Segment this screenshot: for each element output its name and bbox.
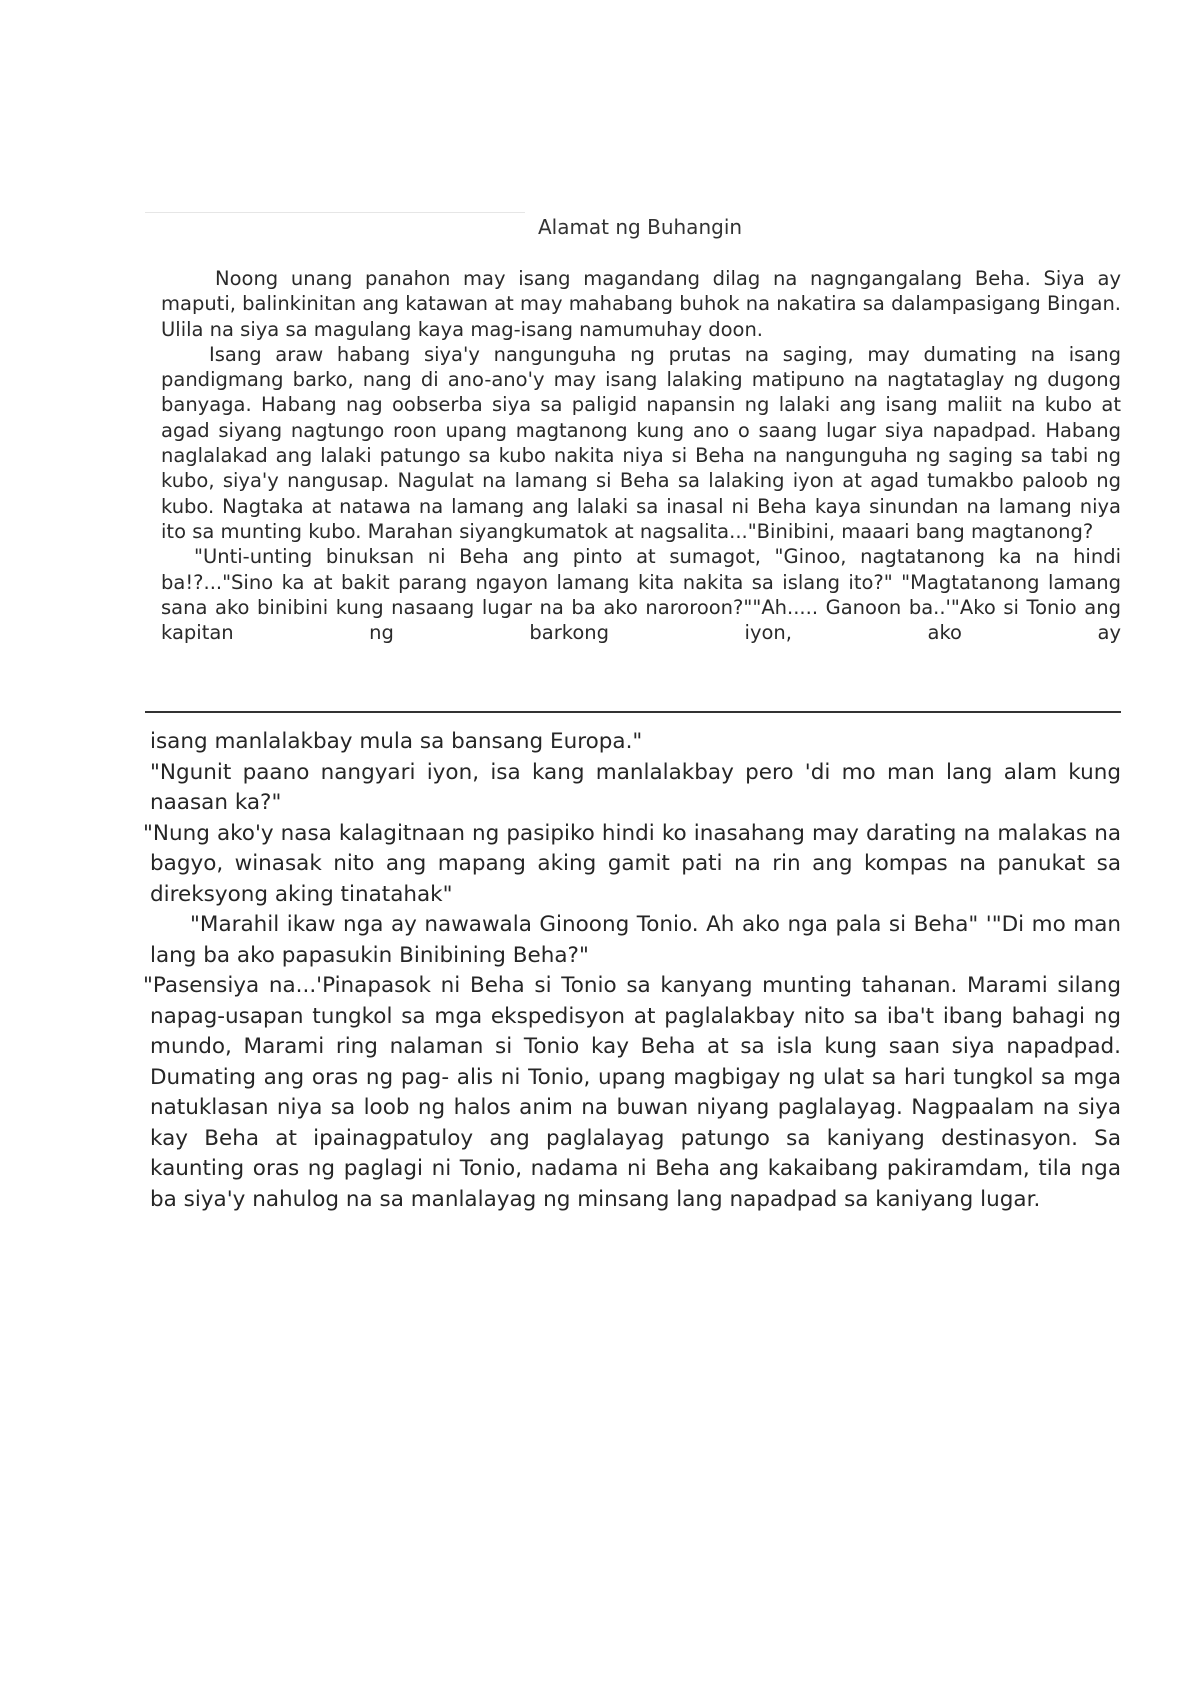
section-divider-line — [145, 711, 1121, 713]
paragraph-storm-story: "Nung ako'y nasa kalagitnaan ng pasipiko hindi ko inasahang may darating na malakas na bagyo, winasak nito ang mapang aking gamit pati na rin ang kompas na panukat sa direksyong aking tinatahak" — [143, 820, 1121, 907]
paragraph-intro: Noong unang panahon may isang magandang dilag na nagngangalang Beha. Siya ay maputi, balinkinitan ang katawan at may mahabang buhok na nakatira sa dalampasigang Bingan. Ulila na siya sa magulang kaya mag-isang namumuhay doon. — [161, 267, 1121, 341]
paragraph-continuation: isang manlalakbay mula sa bansang Europa." — [150, 729, 643, 754]
story-section-1 — [161, 266, 1121, 645]
document-title: Alamat ng Buhangin — [537, 215, 743, 239]
paragraph-introduction-beha: "Marahil ikaw nga ay nawawala Ginoong Tonio. Ah ako nga pala si Beha" '"Di mo man lang ba ako papasukin Binibining Beha?" — [150, 912, 1121, 968]
faint-top-rule — [145, 212, 525, 213]
paragraph-encounter: Isang araw habang siya'y nangunguha ng prutas na saging, may dumating na isang pandigmang barko, nang di ano-ano'y may isang lalaking matipuno na nagtataglay ng dugong banyaga. Habang nag oobserba siya sa paligid napansin ng lalaki ang isang maliit na kubo at agad siyang nagtungo roon upang magtanong kung ano o saang lugar siya napadpad. Habang naglalakad ang lalaki patungo sa kubo nakita niya si Beha na nangunguha ng saging sa tabi ng kubo, siya'y nangusap. Nagulat na lamang si Beha sa lalaking iyon at agad tumakbo paloob ng kubo. Nagtaka at natawa na lamang ang lalaki sa inasal ni Beha kaya sinundan na lamang niya ito sa munting kubo. Marahan siyangkumatok at nagsalita..."Binibini, maaari bang magtanong? — [161, 342, 1121, 543]
paragraph-question: "Ngunit paano nangyari iyon, isa kang manlalakbay pero 'di mo man lang alam kung naasan ka?" — [150, 759, 1121, 815]
story-section-2 — [143, 727, 1121, 1215]
paragraph-ending: "Pasensiya na...'Pinapasok ni Beha si Tonio sa kanyang munting tahanan. Marami silang napag-usapan tungkol sa mga ekspedisyon at paglalakbay nito sa iba't ibang bahagi ng mundo, Marami ring nalaman si Tonio kay Beha at sa isla kung saan siya napadpad. Dumating ang oras ng pag- alis ni Tonio, upang magbigay ng ulat sa hari tungkol sa mga natuklasan niya sa loob ng halos anim na buwan niyang paglalayag. Nagpaalam na siya kay Beha at ipainagpatuloy ang paglalayag patungo sa kaniyang destinasyon. Sa kaunting oras ng paglagi ni Tonio, nadama ni Beha ang kakaibang pakiramdam, tila nga ba siya'y nahulog na sa manlalayag ng minsang lang napadpad sa kaniyang lugar. — [143, 973, 1121, 1212]
paragraph-dialogue-start: "Unti-unting binuksan ni Beha ang pinto at sumagot, "Ginoo, nagtatanong ka na hindi ba!?..."Sino ka at bakit parang ngayon lamang kita nakita sa islang ito?" "Magtatanong lamang sana ako binibini kung nasaang lugar na ba ako naroroon?""Ah..... Ganoon ba..'"Ako si Tonio ang kapitan ng barkong iyon, ako ay — [161, 545, 1121, 645]
